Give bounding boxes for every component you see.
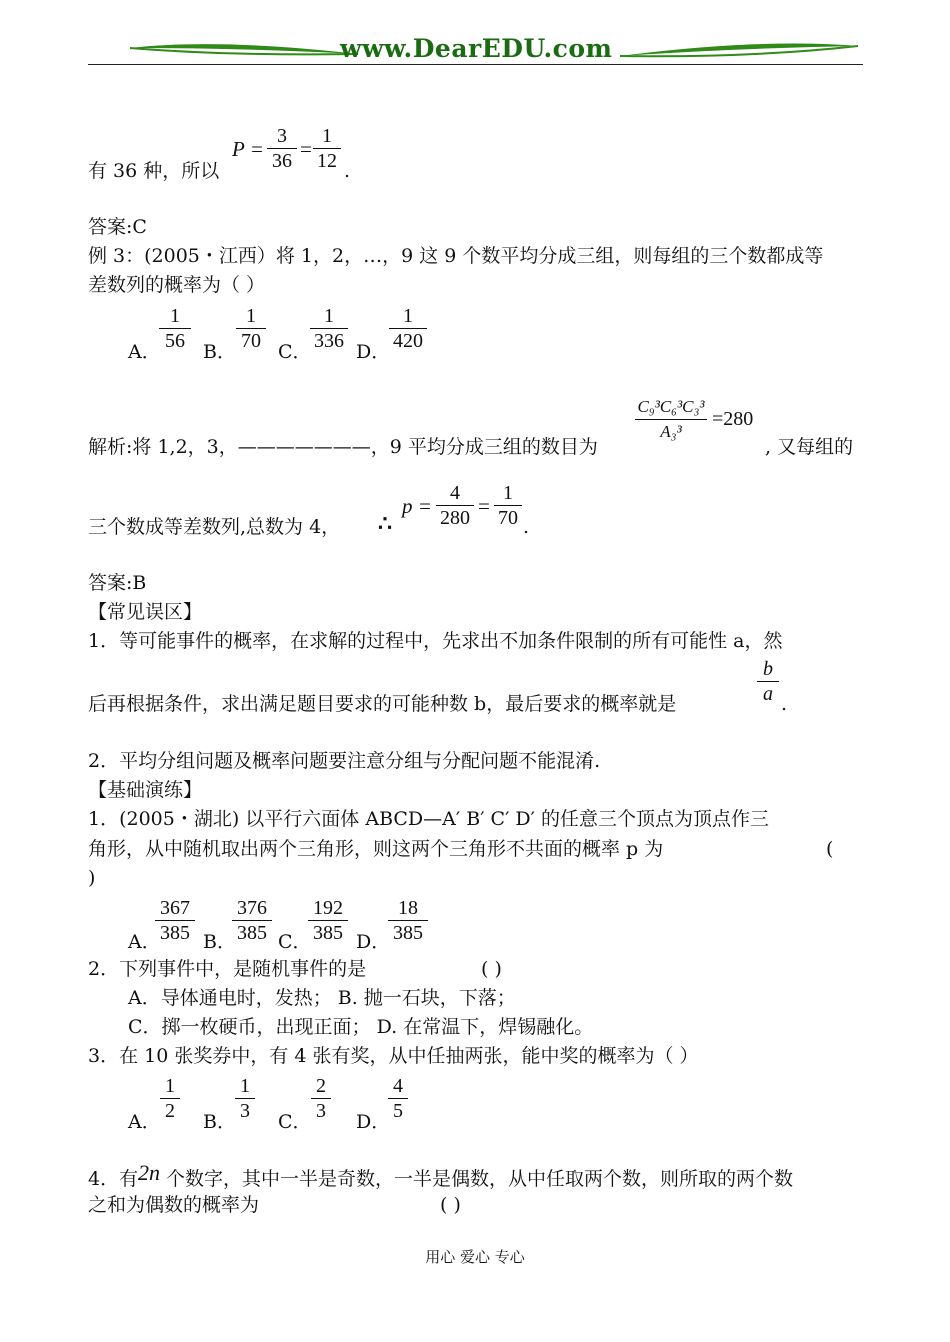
ex3-opt-c-frac: 1 336 [310,305,348,352]
drill-q4-post: 个数字，其中一半是奇数，一半是偶数，从中任取两个数，则所取的两个数 [166,1168,794,1190]
mistakes-tail: . [781,693,788,715]
sol-tail: . [523,516,530,538]
p1-frac-1: 3 36 [267,125,297,172]
ex3-opt-a-frac: 1 56 [159,305,191,352]
mistakes-item2: 2．平均分组问题及概率问题要注意分组与分配问题不能混淆. [88,750,601,772]
ex3-opt-b-label: B． [203,341,236,363]
p1-eq2: = [300,137,312,161]
page-footer: 用心 爱心 专心 [425,1248,525,1266]
drill-title: 【基础演练】 [88,779,203,801]
leaf-decoration-right-icon [610,30,860,66]
drill-q1-line2: 角形，从中随机取出两个三角形，则这两个三角形不共面的概率 p 为 [88,838,664,860]
drill-q2-ab: A．导体通电时，发热； B. 抛一石块，下落； [128,987,516,1009]
mistakes-item1-line2: 后再根据条件，求出满足题目要求的可能种数 b，最后要求的概率就是 [88,693,677,715]
sol-p-eq: p = [402,494,432,518]
q3-opt-b-label: B． [203,1111,236,1133]
sol-eq2: = [478,494,490,518]
drill-q4-var: 2n [138,1160,160,1185]
drill-q4-paren: ( ) [440,1194,461,1216]
p1-tail: . [344,160,351,182]
solution-line1: 解析:将 1,2，3，———————，9 平均分成三组的数目为 [88,436,598,458]
q3-opt-b-frac: 1 3 [235,1075,255,1122]
p1-eq: P = [232,137,264,161]
q1-opt-a-label: A． [128,931,161,953]
mistakes-item1-line1: 1．等可能事件的概率，在求解的过程中，先求出不加条件限制的所有可能性 a，然 [88,630,783,652]
ex3-opt-c-label: C． [278,341,312,363]
q3-opt-c-frac: 2 3 [311,1075,331,1122]
sol-comb-eq: =280 [712,408,754,430]
q3-opt-d-label: D． [356,1111,391,1133]
drill-q4-line2: 之和为偶数的概率为 [88,1194,260,1216]
drill-q1-line1: 1．(2005・湖北) 以平行六面体 ABCD—A′ B′ C′ D′ 的任意三个顶点为顶点作三 [88,808,770,830]
drill-q1-paren-open: ( [826,838,834,860]
header-rule [88,64,863,65]
q3-opt-a-label: A． [128,1111,161,1133]
example3-line1: 例 3：(2005・江西）将 1，2，…，9 这 9 个数平均分成三组，则每组的三个数都成等 [88,245,824,267]
therefore-icon: ∴ [378,511,392,536]
example3-line2: 差数列的概率为（ ） [88,274,266,296]
answer-2: 答案:B [88,572,147,594]
solution-line1-tail: , 又每组的 [765,436,854,458]
sol-frac-1: 4 280 [436,482,474,529]
q3-opt-d-frac: 4 5 [388,1075,408,1122]
sol-frac-2: 1 70 [494,482,522,529]
q1-opt-b-frac: 376 385 [232,897,272,944]
drill-q2: 2．下列事件中，是随机事件的是 [88,958,367,980]
q1-opt-a-frac: 367 385 [155,897,195,944]
p1-frac-2: 1 12 [313,125,341,172]
q3-opt-c-label: C． [278,1111,312,1133]
q1-opt-b-label: B． [203,931,236,953]
site-logo: www.DearEDU.com [340,34,613,63]
header-banner [88,30,863,66]
sol-comb-frac: C₉³C₆³C₃³ A₃³ [635,396,707,443]
q1-opt-d-label: D． [356,931,391,953]
q1-opt-d-frac: 18 385 [388,897,428,944]
drill-q4-pre: 4．有 [88,1168,139,1190]
drill-q3: 3．在 10 张奖券中，有 4 张有奖，从中任抽两张，能中奖的概率为（ ） [88,1045,699,1067]
drill-q2-paren: ( ) [481,958,502,980]
ex3-opt-b-frac: 1 70 [236,305,266,352]
drill-q1-paren-close: ) [88,867,96,889]
mistakes-title: 【常见误区】 [88,601,203,623]
p1-text: 有 36 种，所以 [88,160,220,182]
answer-1: 答案:C [88,216,147,238]
solution-line2: 三个数成等差数列,总数为 4， [88,516,341,538]
q1-opt-c-label: C． [278,931,312,953]
ex3-opt-d-frac: 1 420 [389,305,427,352]
ex3-opt-a-label: A． [128,341,161,363]
q3-opt-a-frac: 1 2 [160,1075,180,1122]
ex3-opt-d-label: D． [356,341,391,363]
mistakes-frac: b a [757,658,779,705]
q1-opt-c-frac: 192 385 [308,897,348,944]
drill-q2-cd: C．掷一枚硬币，出现正面； D. 在常温下，焊锡融化。 [128,1016,594,1038]
